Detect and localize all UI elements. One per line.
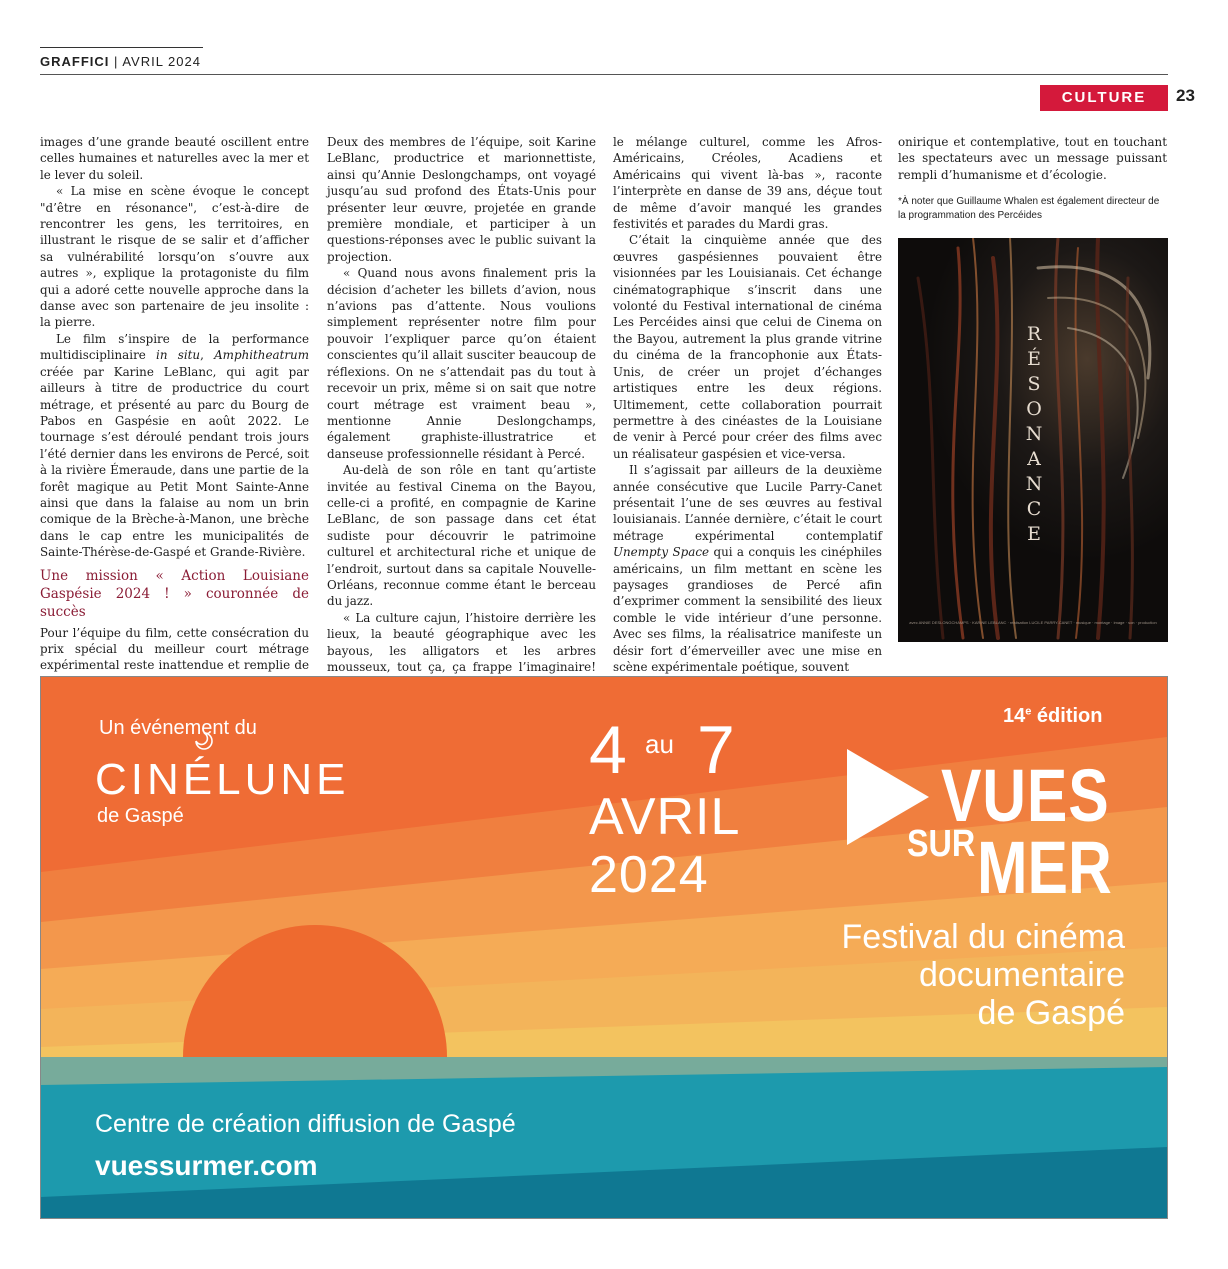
- article-column-2: [327, 134, 596, 692]
- poster-credits: avec ANNIE DESLONGCHAMPS · KARINE LEBLANC · réalisation LUCILE PARRY-CANET · musique · montage · image · son · production: [909, 620, 1157, 625]
- date-year: 2024: [589, 846, 709, 904]
- poster-title: RÉSONANCE: [1025, 323, 1045, 545]
- running-header: [40, 54, 201, 69]
- film-poster: [898, 238, 1168, 642]
- date-start: 4: [589, 712, 627, 788]
- website-url: vuessurmer.com: [95, 1150, 318, 1181]
- paragraph: « La mise en scène évoque le concept "d’être en résonance", c’est-à-dire de rencontrer les gens, les territoires, en illustrant le risque de se salir et d’afficher sa vulnérabilité lorsqu’on s’ouvre aux autres », explique la protagoniste du film qui a adoré cette nouvelle approche dans la danse avec son partenaire de jeu insolite : la pierre.: [40, 184, 309, 330]
- date-month: AVRIL: [589, 788, 741, 846]
- edition-label: 14e édition: [1003, 705, 1103, 727]
- paragraph: le mélange culturel, comme les Afros-Américains, Créoles, Acadiens et Américains qui vivent là-bas », raconte l’interprète en danse de 39 ans, déçue tout de même d’avoir manqué les grandes festivités et parades du Mardi gras.: [613, 135, 882, 232]
- event-intro: Un événement du: [99, 717, 257, 739]
- header-rule-short: [40, 47, 203, 48]
- festival-tagline-3: de Gaspé: [977, 994, 1125, 1032]
- page-number: 23: [1176, 86, 1195, 105]
- issue-date: AVRIL 2024: [122, 54, 201, 69]
- organizer-name: CINÉLUNE: [95, 755, 350, 804]
- date-connector: au: [645, 729, 674, 759]
- presenter-name: Centre de création diffusion de Gaspé: [95, 1110, 516, 1138]
- subheading: Une mission « Action Louisiane Gaspésie 2024 ! » couronnée de succès: [40, 567, 309, 620]
- festival-advertisement: [40, 676, 1168, 1219]
- festival-logo-vues: VUES: [941, 754, 1110, 837]
- festival-tagline-1: Festival du cinéma: [841, 918, 1125, 956]
- header-separator: |: [114, 54, 119, 69]
- paragraph: C’était la cinquième année que des œuvres gaspésiennes pouvaient être visionnées par les Louisianais. Cet échange cinématographique s’inscrit dans une volonté du Festival international de cinéma Les Percéides ainsi que celui de Cinema on the Bayou, autrement la plus grande vitrine du cinéma de la francophonie aux États-Unis, de créer un projet d’échanges artistiques entre les deux régions. Ultimement, cette collaboration pourrait permettre à des cinéastes de la Louisiane de venir à Percé pour créer des films avec un réalisateur gaspésien et vice-versa.: [613, 233, 882, 461]
- paragraph: onirique et contemplative, tout en touchant les spectateurs avec un message puissant rempli d’humanisme et d’écologie.: [898, 135, 1167, 182]
- article-column-3: [613, 134, 882, 675]
- paragraph: « La culture cajun, l’histoire derrière les lieux, la beauté géographique avec les bayous, les alligators et les arbres mousseux, tout ça, ça frappe l’imaginaire!: [327, 610, 596, 674]
- date-end: 7: [697, 712, 735, 788]
- footnote: *À noter que Guillaume Whalen est également directeur de la programmation des Percéides: [898, 196, 1160, 222]
- work-title: Amphitheatrum: [214, 348, 309, 363]
- paragraph: « Quand nous avons finalement pris la décision d’acheter les billets d’avion, nous n’avions pas d’attente. Nous voulions simplement représenter notre film pour pouvoir l’expliquer parce qu’on étaient conscientes qu’il allait susciter beaucoup de réflexions. On ne s’attendait pas du tout à recevoir un prix, même si on sait que notre court métrage est vraiment beau », mentionne Annie Deslongchamps, également graphiste-illustratrice et danseuse professionnelle résidant à Percé.: [327, 266, 596, 461]
- organizer-city: de Gaspé: [97, 805, 184, 827]
- publication-name: GRAFFICI: [40, 54, 110, 69]
- paragraph: Il s’agissait par ailleurs de la deuxième année consécutive que Lucile Parry-Canet présentait l’une de ses œuvres au festival louisianais. L’année dernière, c’était le court métrage expérimental contemplatif Unempty Space qui a conquis les cinéphiles américains, un film mettant en scène les paysages grandioses de Percé afin d’exprimer comment la sensibilité des lieux comble le vide intérieur d’une personne. Avec ses films, la réalisatrice manifeste un désir fort d’émerveiller avec une mise en scène expérimentale poétique, souvent: [613, 463, 882, 674]
- header-rule: [40, 74, 1168, 75]
- festival-logo-sur: SUR: [907, 823, 976, 865]
- work-title: Unempty Space: [613, 545, 710, 560]
- paragraph: Au-delà de son rôle en tant qu’artiste invitée au festival Cinema on the Bayou, celle-ci a profité, en compagnie de Karine LeBlanc, de son passage dans cet état sudiste pour découvrir le patrimoine culturel et architectural riche et unique de l’endroit, surtout dans sa capitale Nouvelle-Orléans, reconnue comme étant le berceau du jazz.: [327, 463, 596, 609]
- article-column-4: [898, 134, 1167, 223]
- paragraph: Deux des membres de l’équipe, soit Karine LeBlanc, productrice et marionnettiste, ainsi qu’Annie Deslongchamps, ont voyagé jusqu’au sud profond des États-Unis pour présenter leur œuvre, projetée en grande première mondiale, et participer à un questions-réponses avec le public suivant la projection.: [327, 135, 596, 264]
- paragraph: Le film s’inspire de la performance multidisciplinaire in situ, Amphitheatrum créée par Karine LeBlanc, qui agit par ailleurs à titre de productrice du court métrage, et présenté au parc du Bourg de Pabos en Gaspésie en août 2022. Le tournage s’est déroulé pendant trois jours l’été dernier dans les environs de Percé, soit à la rivière Émeraude, dans une partie de la forêt magique au Petit Mont Sainte-Anne ainsi que dans la falaise au nom un brin comique de la Brèche-à-Manon, une brèche dans le cap entre les municipalités de Sainte-Thérèse-de-Gaspé et Grande-Rivière.: [40, 331, 309, 560]
- article-column-1: [40, 134, 309, 690]
- festival-logo-mer: MER: [977, 826, 1112, 909]
- festival-tagline-2: documentaire: [918, 956, 1125, 994]
- section-badge: CULTURE: [1040, 85, 1168, 111]
- emphasis: in situ: [156, 348, 201, 363]
- paragraph: Pour l’équipe du film, cette consécration du prix spécial du meilleur court métrage expérimental reste inattendue et remplie de: [40, 625, 309, 673]
- paragraph: images d’une grande beauté oscillent entre celles humaines et naturelles avec la mer et le lever du soleil.: [40, 135, 309, 182]
